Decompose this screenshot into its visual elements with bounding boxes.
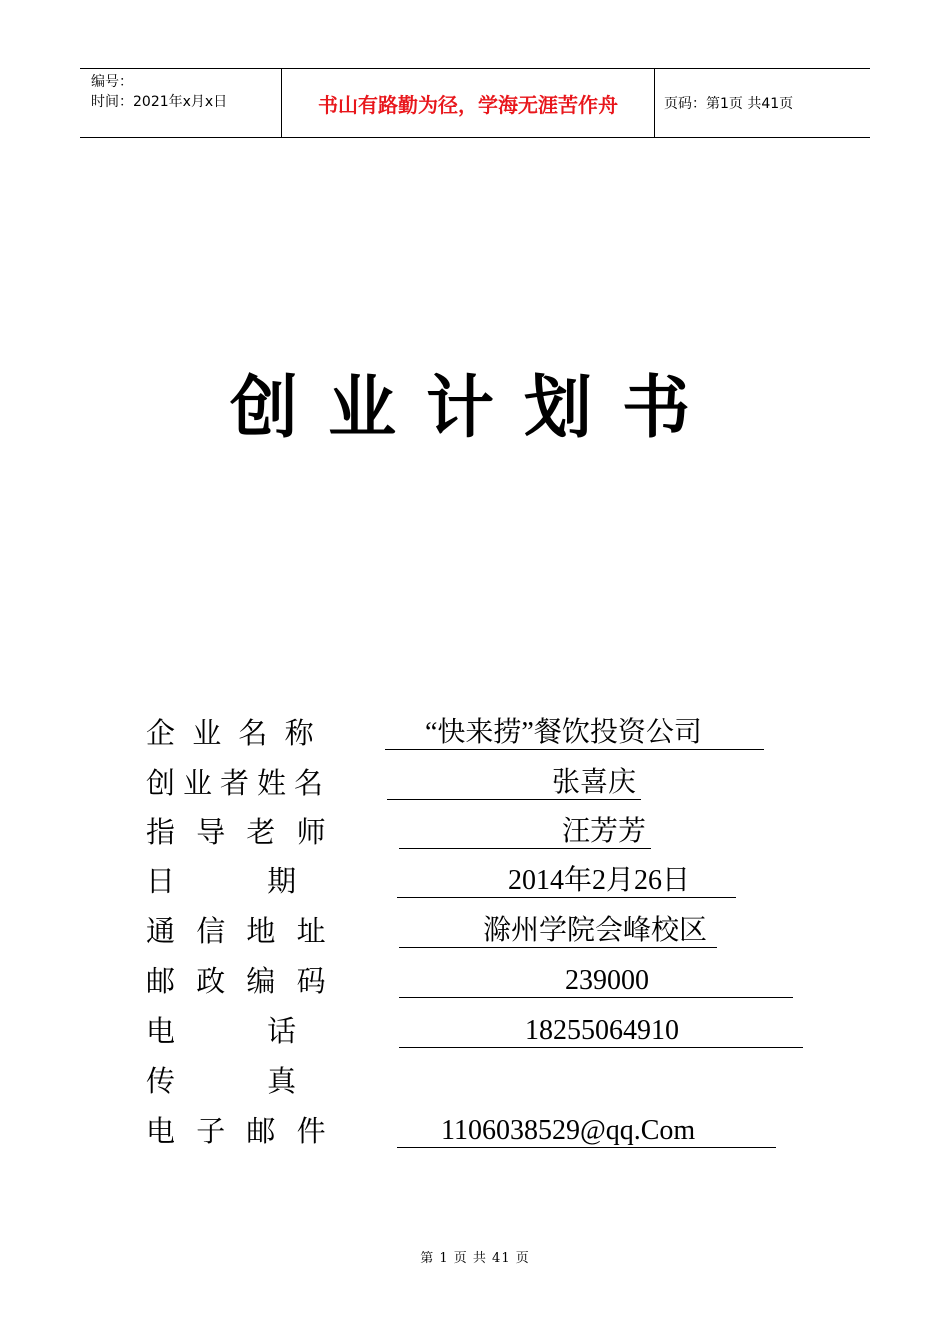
header-meta-cell bbox=[80, 69, 281, 137]
field-label: 传 真 bbox=[146, 1064, 297, 1098]
field-row-address bbox=[0, 911, 950, 951]
field-label: 日 期 bbox=[146, 864, 297, 898]
field-value: 汪芳芳 bbox=[562, 816, 647, 847]
field-label: 邮 政 编 码 bbox=[146, 964, 332, 998]
header-page-cell bbox=[655, 69, 870, 137]
field-label: 创业者姓名 bbox=[146, 766, 332, 800]
field-label: 企 业 名 称 bbox=[146, 716, 318, 750]
field-row-founder bbox=[0, 763, 950, 803]
field-label: 电 话 bbox=[146, 1014, 297, 1048]
field-value: 滁州学院会峰校区 bbox=[483, 915, 708, 946]
motto-text: 书山有路勤为径，学海无涯苦作舟 bbox=[318, 92, 618, 117]
field-row-date bbox=[0, 861, 950, 901]
document-title: 创业计划书 bbox=[229, 368, 720, 448]
field-value: 239000 bbox=[565, 965, 649, 996]
field-label: 指 导 老 师 bbox=[146, 815, 332, 849]
document-header bbox=[80, 68, 870, 138]
field-row-email bbox=[0, 1111, 950, 1151]
field-value: 1106038529@qq.Com bbox=[441, 1115, 696, 1146]
document-time-label: 时间：2021年x月x日 bbox=[91, 94, 228, 110]
field-row-advisor bbox=[0, 812, 950, 852]
field-label: 电 子 邮 件 bbox=[146, 1114, 332, 1148]
field-row-phone bbox=[0, 1011, 950, 1051]
page-footer: 第 1 页 共 41 页 bbox=[420, 1251, 530, 1266]
field-value: “快来捞”餐饮投资公司 bbox=[425, 717, 702, 748]
header-motto-cell bbox=[281, 69, 655, 137]
field-value: 2014年2月26日 bbox=[508, 865, 691, 896]
field-row-company bbox=[0, 713, 950, 753]
field-label: 通 信 地 址 bbox=[146, 914, 332, 948]
field-value: 张喜庆 bbox=[552, 767, 637, 798]
field-row-postcode bbox=[0, 961, 950, 1001]
field-row-fax bbox=[0, 1061, 950, 1101]
page-info-text: 页码：第1页 共41页 bbox=[664, 96, 794, 112]
field-value: 18255064910 bbox=[525, 1015, 679, 1046]
document-number-label: 编号： bbox=[91, 74, 133, 90]
